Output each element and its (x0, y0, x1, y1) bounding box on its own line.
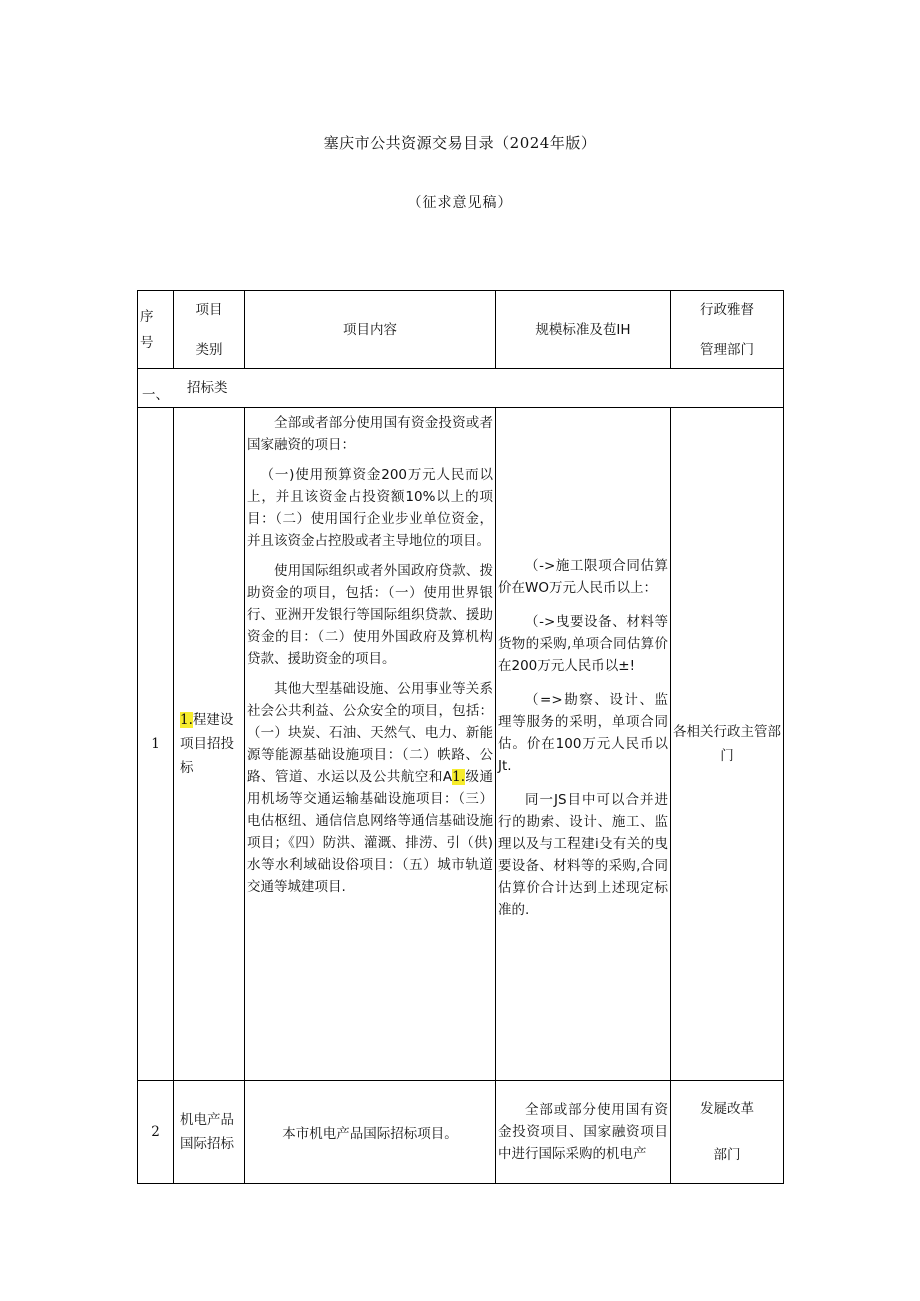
scale-paragraph: （->曳要设备、材料等货物的采购,单项合同估算价在200万元人民币以±! (498, 614, 668, 674)
catalog-table (137, 290, 784, 1184)
table-header-row (138, 291, 784, 369)
section-label: 招标类 (187, 380, 228, 396)
header-category-line2: 类别 (195, 341, 223, 358)
row-category (174, 408, 245, 1081)
row-seq: 2 (138, 1081, 174, 1184)
row-dept-line1: 发屣改革 (700, 1101, 754, 1117)
section-number: 一、 (142, 387, 169, 403)
header-content: 项目内容 (245, 291, 496, 369)
row-content (245, 408, 496, 1081)
table-row (138, 408, 784, 1081)
header-dept-line1: 行政雅督 (700, 301, 754, 318)
header-dept-line2: 管理部门 (700, 341, 754, 358)
highlight-mark: 1. (180, 712, 193, 728)
row-dept-line2: 部门 (713, 1147, 741, 1163)
header-category (174, 291, 245, 369)
scale-paragraph: 全部或部分使用国有资金投资项目、国家融资项目中进行国际采购的机电产 (498, 1102, 668, 1162)
row-seq: 1 (138, 408, 174, 1081)
header-category-line1: 项目 (195, 301, 223, 318)
content-text: 其他大型基础设施、公用事业等关系社会公共利益、公众安全的项目，包括：（一）块炭、石油、天然气、电力、新能源等能源基础设施项目：（二）帙路、公路、管道、水运以及公共航空和A (247, 681, 493, 785)
content-paragraph: 全部或者部分使用国有资金投资或者国家融资的项日： (247, 415, 493, 453)
row-category-text: 程建设项目招投标 (180, 712, 234, 776)
row-scale (496, 408, 671, 1081)
scale-paragraph: （=>勘察、设计、监理等服务的采明，单项合同估。价在100万元人民币以Jt. (498, 692, 668, 774)
row-category: 机电产品国际招标 (174, 1081, 245, 1184)
row-dept: 各相关行政主管部门 (671, 408, 784, 1081)
document-title: 塞庆市公共资源交易目录（2024年版） (323, 134, 597, 152)
content-paragraph: 使用国际组织或者外国政府贷款、拨助资金的项目，包括：（一）使用世界银行、亚洲开发银行等国际组织贷款、援助资金的目：（二）使用外国政府及算机构贷款、援助资金的项目。 (247, 563, 493, 667)
scale-paragraph: 同一JS目中可以合并进行的勘索、设计、施工、监理以及与工程建i殳有关的曳要设备、材料等的采购,合同估算价合计达到上述现定标准的. (498, 792, 668, 918)
content-paragraph (247, 678, 493, 898)
document-subtitle: （征求意见稿） (407, 195, 513, 211)
scale-paragraph: （->施工限项合同估算价在WO万元人民币以上： (498, 558, 668, 596)
header-seq (138, 291, 174, 369)
content-paragraph: （一)使用预算资金200万元人民而以上，并且该资金占投资额10%以上的项目：（二）使用国行企业步业单位资金，并且该资金占控股或者主导地位的项目。 (247, 467, 493, 549)
row-scale (496, 1081, 671, 1184)
content-text: 级通用机场等交通运输基础设施项目：（三）电估枢纽、通信信息网络等通信基础设施项目；《四）防洪、灌溉、排涝、引（供)水等水利域础设俗项目：（五）城市轨道交通等城建项目. (247, 769, 493, 895)
section-heading (138, 369, 784, 408)
header-scale: 规模标准及苞IH (496, 291, 671, 369)
section-row (138, 369, 784, 408)
row-dept (671, 1081, 784, 1184)
table-row (138, 1081, 784, 1184)
row-content: 本市机电产品国际招标项目。 (245, 1081, 496, 1184)
header-seq-line2: 号 (140, 334, 154, 351)
highlight-mark: 1. (452, 769, 466, 785)
header-dept (671, 291, 784, 369)
header-seq-line1: 序 (140, 308, 154, 325)
